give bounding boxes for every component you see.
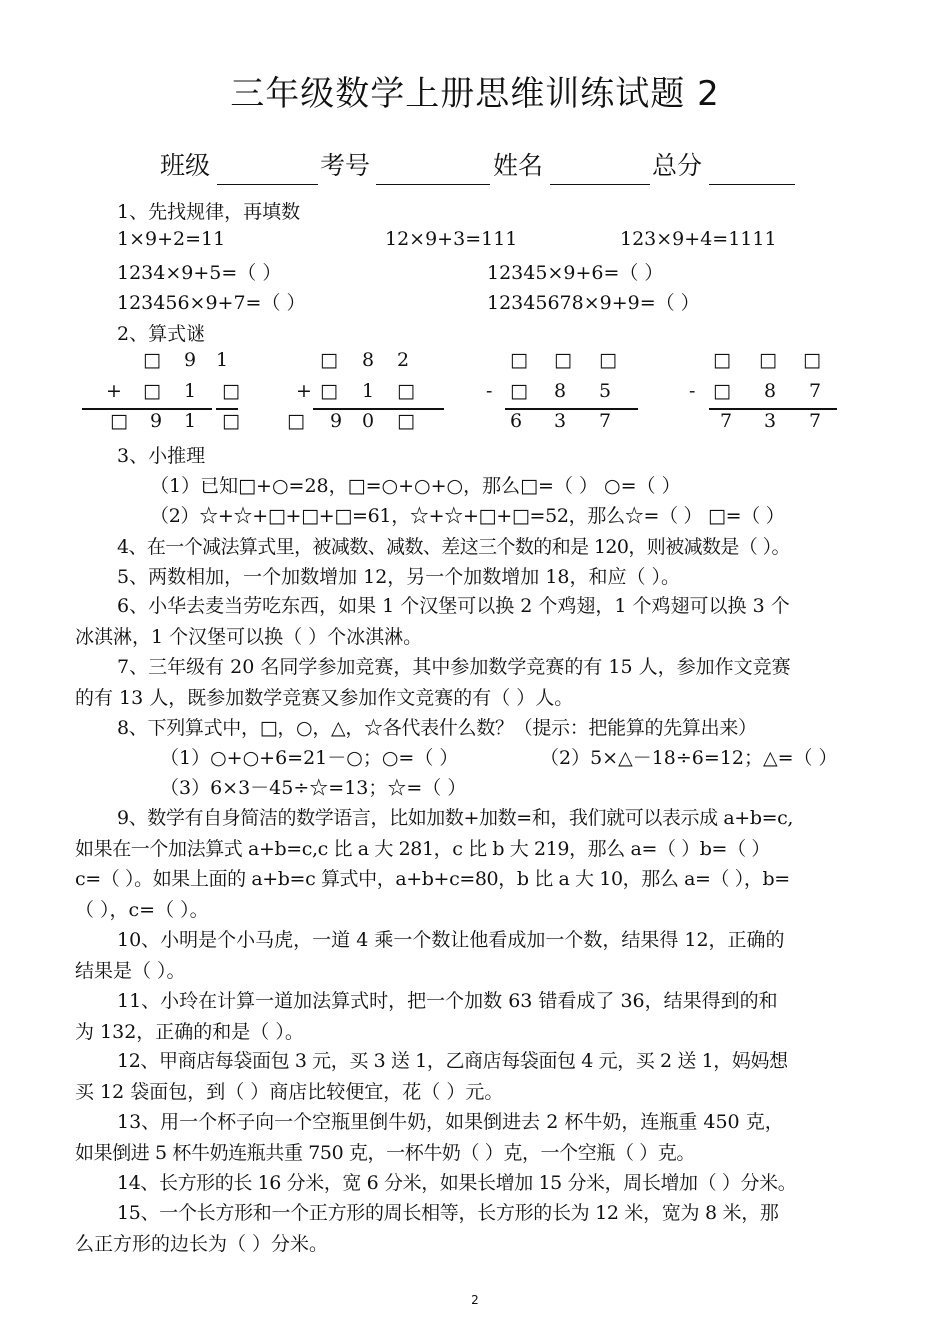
- q1-item-6: 123456×9+7=（ ）: [117, 292, 306, 314]
- p4-op: -: [689, 380, 696, 402]
- p3-op: -: [486, 380, 493, 402]
- q6-line-1: 6、小华去麦当劳吃东西，如果 1 个汉堡可以换 2 个鸡翅，1 个鸡翅可以换 3 个: [117, 595, 790, 617]
- p4-top-3: □: [803, 349, 821, 371]
- q12-text: [75, 1046, 881, 1107]
- p2-res-1: □: [287, 410, 305, 432]
- q9-line-1: 9、数学有自身简洁的数学语言，比如加数+加数=和，我们就可以表示成 a+b=c,: [117, 807, 793, 829]
- p3-res-3: 7: [599, 410, 612, 432]
- p4-res-1: 7: [720, 410, 733, 432]
- q9-line-4: （ ），c=（ ）。: [75, 898, 209, 921]
- q15-line-2: 么正方形的边长为（ ）分米。: [75, 1232, 329, 1255]
- p1-res-2: 9: [150, 410, 163, 432]
- page-number: 2: [471, 1293, 479, 1307]
- p1-res-3: 1: [184, 410, 197, 432]
- q15-line-1: 15、一个长方形和一个正方形的周长相等，长方形的长为 12 米，宽为 8 米，那: [117, 1202, 779, 1224]
- p3-mid-3: 5: [599, 380, 612, 402]
- p2-mid-3: □: [397, 380, 415, 402]
- q2-label: 2、算式谜: [117, 323, 206, 345]
- p3-line: [505, 408, 638, 410]
- p1-top-1: □: [143, 349, 161, 371]
- q3-label: 3、小推理: [117, 445, 206, 467]
- q7-line-1: 7、三年级有 20 名同学参加竞赛，其中参加数学竞赛的有 15 人，参加作文竞赛: [117, 656, 791, 678]
- p3-top-2: □: [554, 349, 572, 371]
- p2-res-3: 0: [362, 410, 375, 432]
- q9-line-2: 如果在一个加法算式 a+b=c,c 比 a 大 281，c 比 b 大 219，那么 a=（ ）b=（ ）: [75, 837, 770, 860]
- p4-top-1: □: [713, 349, 731, 371]
- p2-mid-1: □: [320, 380, 338, 402]
- name-label: 姓名: [493, 151, 544, 180]
- q8-label: 8、下列算式中，□，○，△，☆各代表什么数？（提示：把能算的先算出来）: [117, 717, 757, 739]
- p3-res-1: 6: [510, 410, 523, 432]
- p2-res-4: □: [397, 410, 415, 432]
- p1-mid-2: 1: [184, 380, 197, 402]
- q11-text: [75, 986, 881, 1047]
- q15-text: [75, 1198, 881, 1259]
- q12-line-1: 12、甲商店每袋面包 3 元，买 3 送 1，乙商店每袋面包 4 元，买 2 送 1，妈妈想: [117, 1050, 788, 1072]
- q1-example-1: 1×9+2=11: [117, 228, 226, 250]
- q6-text: [75, 591, 881, 652]
- q11-line-2: 为 132，正确的和是（ ）。: [75, 1020, 304, 1043]
- p1-res-1: □: [110, 410, 128, 432]
- q6-line-2: 冰淇淋，1 个汉堡可以换（ ）个冰淇淋。: [75, 625, 423, 648]
- q8-sub-2: （2）5×△－18÷6=12；△=（ ）: [540, 747, 838, 769]
- p2-op: +: [296, 380, 312, 402]
- p2-top-2: 8: [362, 349, 375, 371]
- exam-no-blank[interactable]: [376, 184, 490, 185]
- p3-mid-2: 8: [554, 380, 567, 402]
- p1-top-3: 1: [216, 349, 229, 371]
- q10-text: [75, 925, 881, 986]
- q3-sub-2: （2）☆+☆+□+□+□=61，☆+☆+□+□=52，那么☆=（ ） □=（ ）: [150, 505, 785, 527]
- p3-res-2: 3: [554, 410, 567, 432]
- q9-line-3: c=（ ）。如果上面的 a+b=c 算式中，a+b+c=80，b 比 a 大 10，那么 a=（ ），b=: [75, 868, 790, 890]
- q8-sub-1: （1）○+○+6=21－○；○=（ ）: [160, 747, 459, 769]
- total-label: 总分: [652, 151, 703, 180]
- p1-mid-1: □: [143, 380, 161, 402]
- q10-line-2: 结果是（ ）。: [75, 959, 186, 982]
- name-blank[interactable]: [550, 184, 650, 185]
- p4-top-2: □: [759, 349, 777, 371]
- p1-res-4: □: [222, 410, 240, 432]
- p4-mid-3: 7: [809, 380, 822, 402]
- q13-line-1: 13、用一个杯子向一个空瓶里倒牛奶，如果倒进去 2 杯牛奶，连瓶重 450 克，: [117, 1111, 784, 1133]
- p2-mid-2: 1: [362, 380, 375, 402]
- p3-top-1: □: [510, 349, 528, 371]
- p3-top-3: □: [599, 349, 617, 371]
- p4-mid-1: □: [713, 380, 731, 402]
- q1-item-5: 12345×9+6=（ ）: [487, 262, 664, 284]
- q5-text: 5、两数相加，一个加数增加 12，另一个加数增加 18，和应（ ）。: [117, 566, 681, 588]
- p3-mid-1: □: [510, 380, 528, 402]
- q10-line-1: 10、小明是个小马虎，一道 4 乘一个数让他看成加一个数，结果得 12，正确的: [117, 929, 785, 951]
- p4-res-2: 3: [764, 410, 777, 432]
- p2-res-2: 9: [330, 410, 343, 432]
- q7-line-2: 的有 13 人，既参加数学竞赛又参加作文竞赛的有（ ）人。: [75, 686, 574, 709]
- p2-top-3: 2: [397, 349, 410, 371]
- q7-text: [75, 652, 881, 713]
- q1-item-4: 1234×9+5=（ ）: [117, 262, 282, 284]
- q1-label: 1、先找规律，再填数: [117, 201, 301, 223]
- q12-line-2: 买 12 袋面包，到（ ）商店比较便宜，花（ ）元。: [75, 1080, 504, 1103]
- q14-text: 14、长方形的长 16 分米，宽 6 分米，如果长增加 15 分米，周长增加（ ）分米。: [117, 1172, 797, 1194]
- q1-item-7: 12345678×9+9=（ ）: [487, 292, 700, 314]
- q4-text: 4、在一个减法算式里，被减数、减数、差这三个数的和是 120，则被减数是（ ）。: [117, 536, 790, 558]
- exam-no-label: 考号: [320, 151, 371, 180]
- p1-op: +: [106, 380, 122, 402]
- q13-text: [75, 1107, 881, 1168]
- total-blank[interactable]: [709, 184, 795, 185]
- q1-example-2: 12×9+3=111: [385, 228, 518, 250]
- q1-example-3: 123×9+4=1111: [620, 228, 777, 250]
- q3-sub-1: （1）已知□+○=28，□=○+○+○，那么□=（ ） ○=（ ）: [150, 475, 681, 497]
- q13-line-2: 如果倒进 5 杯牛奶连瓶共重 750 克，一杯牛奶（ ）克，一个空瓶（ ）克。: [75, 1141, 695, 1164]
- p4-res-3: 7: [809, 410, 822, 432]
- p1-top-2: 9: [184, 349, 197, 371]
- p4-mid-2: 8: [764, 380, 777, 402]
- q8-sub-3: （3）6×3－45÷☆=13；☆=（ ）: [160, 777, 467, 799]
- p1-mid-3: □: [222, 380, 240, 402]
- q11-line-1: 11、小玲在计算一道加法算式时，把一个加数 63 错看成了 36，结果得到的和: [117, 990, 778, 1012]
- class-blank[interactable]: [217, 184, 318, 185]
- q9-text: [75, 803, 881, 925]
- p2-top-1: □: [320, 349, 338, 371]
- class-label: 班级: [160, 151, 211, 180]
- page-title: 三年级数学上册思维训练试题 2: [230, 74, 720, 114]
